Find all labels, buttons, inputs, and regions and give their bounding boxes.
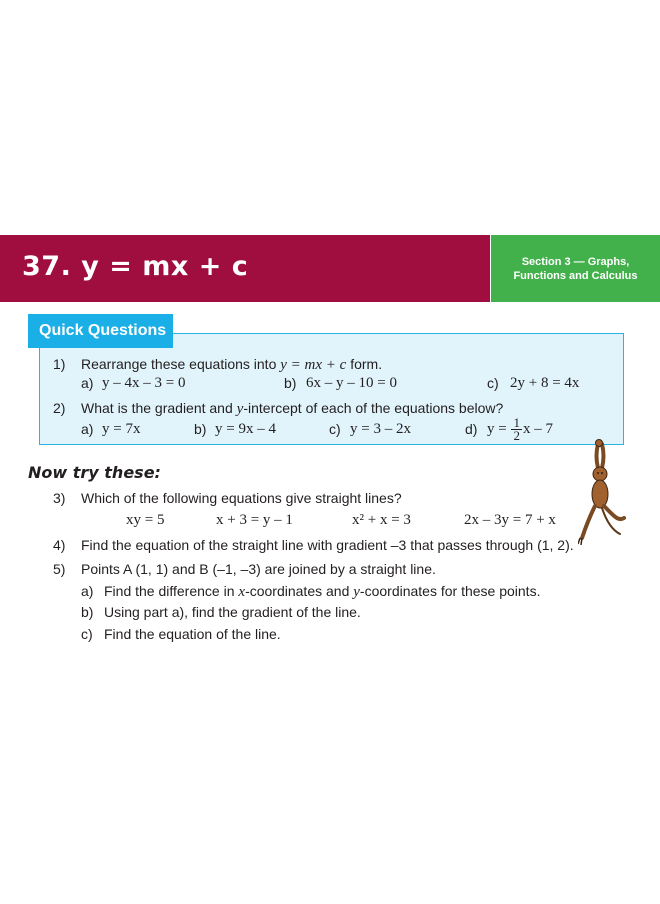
question-3-number: 3) (53, 490, 66, 506)
section-label-line1: Section 3 — Graphs, (521, 256, 630, 268)
question-1-number: 1) (53, 356, 66, 372)
question-2b-expr: y = 9x – 4 (215, 421, 276, 437)
fraction-one-half: $\frac{1}{2}$ (513, 415, 520, 444)
question-5a-label: a) (81, 583, 94, 599)
question-1-text: Rearrange these equations into y = mx + c form. (81, 356, 383, 373)
question-3-text: Which of the following equations give straight lines? (81, 490, 402, 506)
question-1c-label: c) (487, 375, 499, 391)
now-try-heading: Now try these: (28, 463, 161, 482)
question-5c-label: c) (81, 626, 93, 642)
question-1a-label: a) (81, 375, 94, 391)
question-2b-label: b) (194, 421, 207, 437)
question-2c-label: c) (329, 421, 341, 437)
chapter-banner (0, 235, 660, 302)
question-5c-text: Find the equation of the line. (104, 626, 281, 642)
question-2-number: 2) (53, 400, 66, 416)
question-5b-text: Using part a), find the gradient of the line. (104, 604, 361, 620)
question-1b-expr: 6x – y – 10 = 0 (306, 375, 397, 391)
question-2a-expr: y = 7x (102, 421, 141, 437)
quick-questions-tab: Quick Questions (28, 314, 173, 348)
question-5-text: Points A (1, 1) and B (–1, –3) are joined by a straight line. (81, 561, 436, 577)
question-3-option-3: x² + x = 3 (352, 512, 411, 528)
chapter-title-bar (0, 235, 490, 302)
section-label-line2: Functions and Calculus (513, 270, 638, 282)
question-2d-expr: y = $\frac{1}{2}$ x – 7 (487, 415, 553, 444)
question-2d-label: d) (465, 421, 478, 437)
question-2a-label: a) (81, 421, 94, 437)
question-5a-text: Find the difference in x-coordinates and y-coordinates for these points. (104, 583, 541, 600)
question-1b-label: b) (284, 375, 297, 391)
question-4-number: 4) (53, 537, 66, 553)
question-1c-expr: 2y + 8 = 4x (510, 375, 580, 391)
question-2-text: What is the gradient and y-intercept of each of the equations below? (81, 400, 504, 417)
question-3-option-1: xy = 5 (126, 512, 165, 528)
question-3-option-4: 2x – 3y = 7 + x (464, 512, 556, 528)
question-4-text: Find the equation of the straight line with gradient –3 that passes through (1, 2). (81, 537, 574, 553)
question-1a-expr: y – 4x – 3 = 0 (102, 375, 186, 391)
question-5b-label: b) (81, 604, 94, 620)
monkey-icon (578, 438, 630, 548)
question-2c-expr: y = 3 – 2x (350, 421, 411, 437)
chapter-title: 37. y = mx + c (22, 251, 249, 282)
section-label (491, 235, 660, 302)
question-3-option-2: x + 3 = y – 1 (216, 512, 293, 528)
question-5-number: 5) (53, 561, 66, 577)
